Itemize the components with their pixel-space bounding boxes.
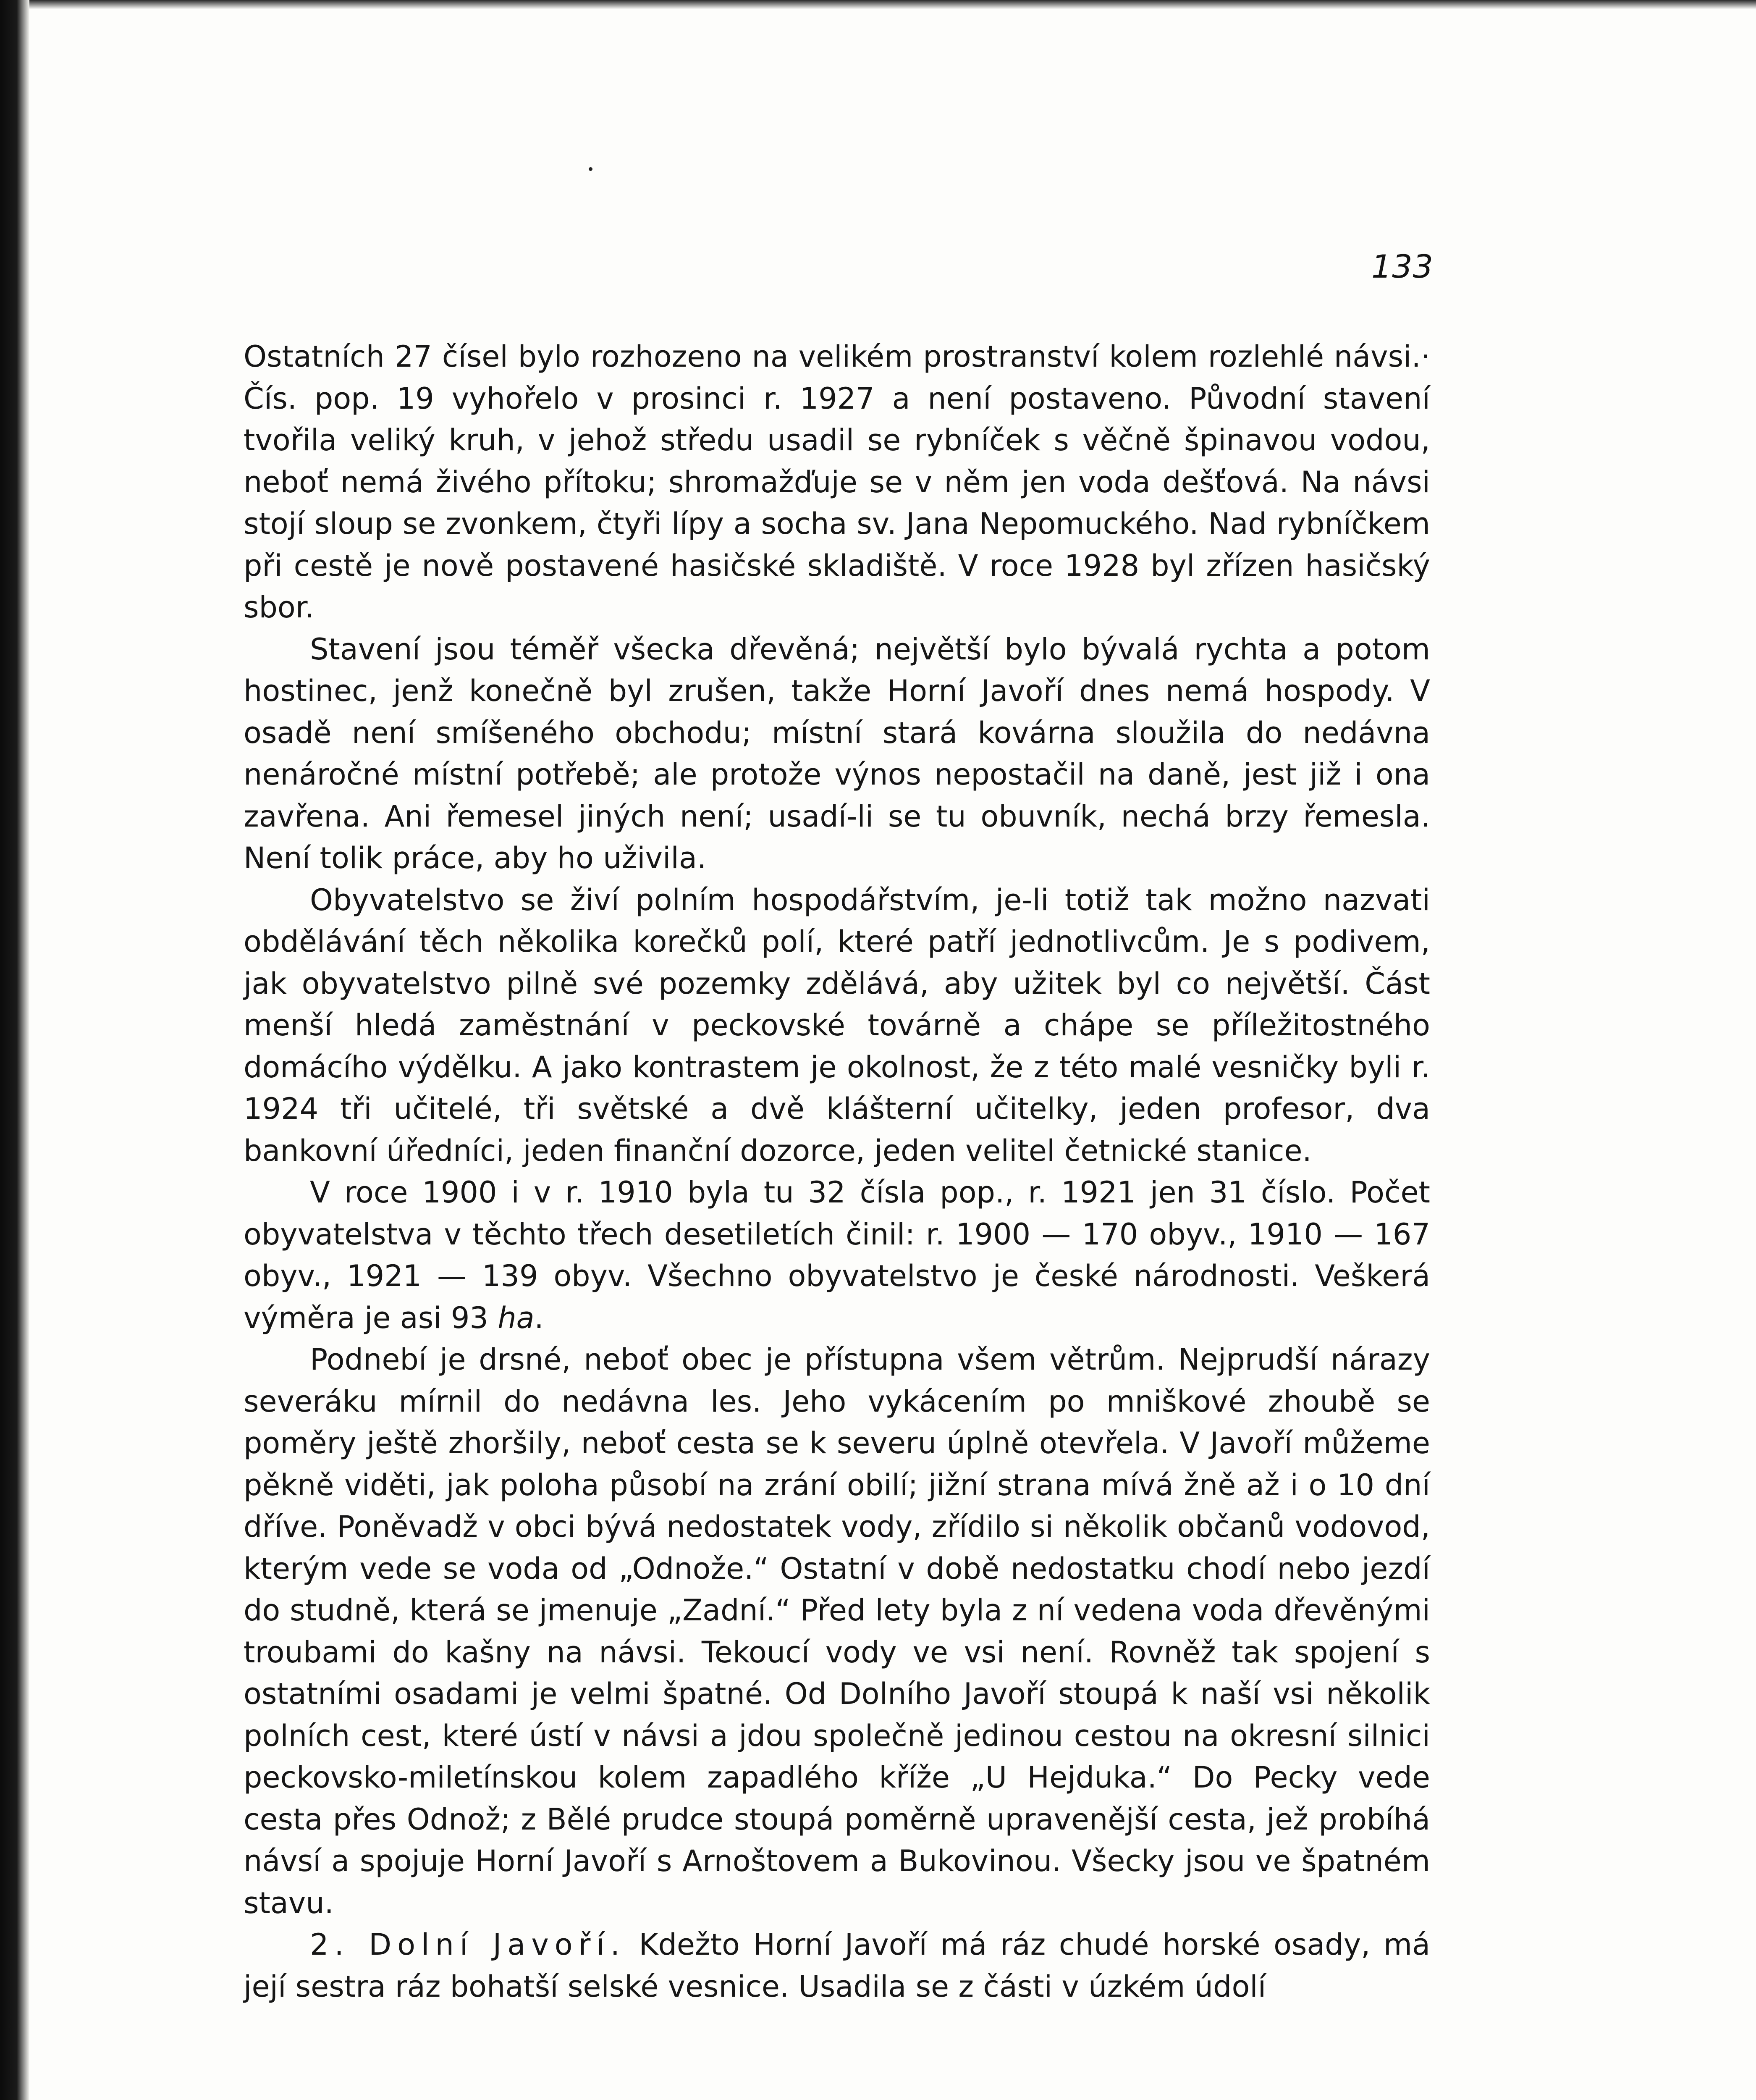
section-heading: 2. Dolní Javoří. [310,1927,626,1962]
page-number: 133 [1371,248,1434,285]
paragraph-4-text: V roce 1900 i v r. 1910 byla tu 32 čísla pop., r. 1921 jen 31 číslo. Počet obyvatelstva v těchto třech desetiletích činil: r. 1900 — 170 obyv., 1910 — 167 obyv., 1921 — 139 obyv. Všechno obyvatelstvo je české národnosti. Veškerá výměra je asi 93 [244,1175,1430,1335]
paragraph-6-text: Kdežto Horní Javoří má ráz chudé horské osady, má její sestra ráz bohatší selské vesnice. Usadila se z části v úzkém údolí [244,1927,1430,2004]
page-edge-shadow [0,0,29,2100]
paragraph-6 [244,1924,1430,2008]
paragraph-2: Stavení jsou téměř všecka dřevěná; největší bylo bývalá rychta a potom hostinec, jenž konečně byl zrušen, takže Horní Javoří dnes nemá hospody. V osadě není smíšeného obchodu; místní stará kovárna sloužila do nedávna nenáročné místní potřebě; ale protože výnos nepostačil na daně, jest již i ona zavřena. Ani řemesel jiných není; usadí-li se tu obuvník, nechá brzy řemesla. Není tolik práce, aby ho uživila. [244,632,1430,875]
paragraph-5: Podnebí je drsné, neboť obec je přístupna všem větrům. Nejprudší nárazy severáku mírnil do nedávna les. Jeho vykácením po mniškové zhoubě se poměry ještě zhoršily, neboť cesta se k severu úplně otevřela. V Javoří můžeme pěkně viděti, jak poloha působí na zrání obilí; jižní strana mívá žně až i o 10 dní dříve. Poněvadž v obci bývá nedostatek vody, zřídilo si několik občanů vodovod, kterým vede se voda od „Odnože.“ Ostatní v době nedostatku chodí nebo jezdí do studně, která se jmenuje „Zadní.“ Před lety byla z ní vedena voda dřevěnými troubami do kašny na návsi. Tekoucí vody ve vsi není. Rovněž tak spojení s ostatními osadami je velmi špatné. Od Dolního Javoří stoupá k naší vsi několik polních cest, které ústí v návsi a jdou společně jedinou cestou na okresní silnici peckovsko-miletínskou kolem zapadlého kříže „U Hejduka.“ Do Pecky vede cesta přes Odnož; z Bělé prudce stoupá poměrně upravenější cesta, jež probíhá návsí a spojuje Horní Javoří s Arnoštovem a Bukovinou. Všecky jsou ve špatném stavu. [244,1342,1430,1920]
page-top-edge [29,0,1756,9]
paragraph-3: Obyvatelstvo se živí polním hospodářstvím, je-li totiž tak možno nazvati obdělávání těch několika korečků polí, které patří jednotlivcům. Je s podivem, jak obyvatelstvo pilně své pozemky zdělává, aby užitek byl co největší. Část menší hledá zaměstnání v peckovské továrně a chápe se příležitostného domácího výdělku. A jako kontrastem je okolnost, že z této malé vesničky byli r. 1924 tři učitelé, tři světské a dvě klášterní učitelky, jeden profesor, dva bankovní úředníci, jeden finanční dozorce, jeden velitel četnické stanice. [244,882,1430,1168]
paragraph-4-end: . [534,1300,544,1335]
paragraph-4 [244,1172,1430,1339]
body-text [244,336,1430,2008]
paragraph-1: Ostatních 27 čísel bylo rozhozeno na velikém prostranství kolem rozlehlé návsi.· Čís. pop. 19 vyhořelo v prosinci r. 1927 a není postaveno. Původní stavení tvořila veliký kruh, v jehož středu usadil se rybníček s věčně špinavou vodou, neboť nemá živého přítoku; shromažďuje se v něm jen voda dešťová. Na návsi stojí sloup se zvonkem, čtyři lípy a socha sv. Jana Nepomuckého. Nad rybníčkem při cestě je nově postavené hasičské skladiště. V roce 1928 byl zřízen hasičský sbor. [244,339,1430,625]
hectare-unit: ha [498,1300,535,1335]
print-speck [589,167,592,171]
